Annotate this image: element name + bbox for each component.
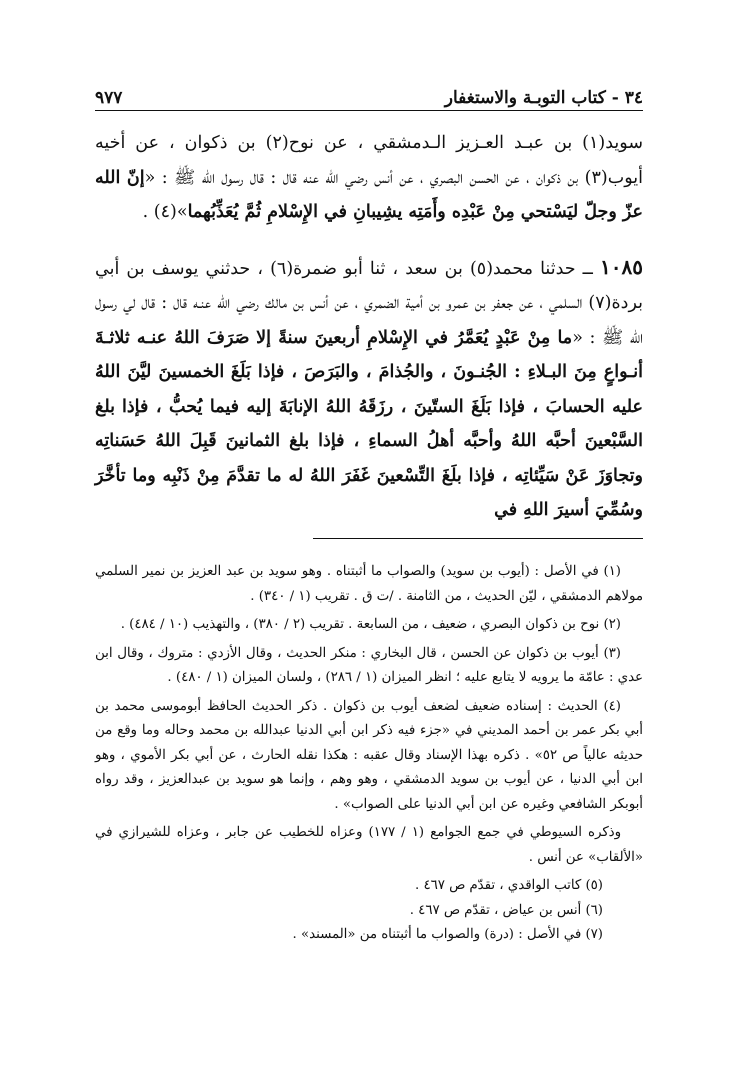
footnote-6: (٦) أنس بن عياض ، تقدّم ص ٤٦٧ . — [409, 902, 603, 918]
running-head — [95, 82, 643, 108]
footnote-2: (٢) نوح بن ذكوان البصري ، ضعيف ، من السابعة . تقريب (٢ / ٣٨٠) ، والتهذيب (١٠ / ٤٨٤) . — [120, 617, 621, 632]
hadith-number: ١٠٨٥ — [600, 254, 643, 279]
text-line: »(٤) . — [142, 202, 188, 222]
footnote-5: (٥) كاتب الواقدي ، تقدّم ص ٤٦٧ . — [414, 878, 603, 893]
main-text — [95, 126, 643, 528]
hadith-text: صَرَفَ اللهُ عنـه ثلاثـةَ أنـواعٍ مِنَ البـلاءِ : الجُنـونَ ، والجُذامَ ، والبَرَصَ ، فإذا بَلَغَ — [95, 327, 644, 382]
footnote-1: (١) في الأصل : (أيوب بن سويد) والصواب ما أثبتناه . وهو سويد بن عبد العزيز بن نمير السلمي مولاهم الدمشقي ، ليّن الحديث ، من الثامنة . /ت ق . تقريب (١ / ٣٤٠) . — [95, 564, 643, 604]
text-line: بردة(٧) السلمي ، عن جعفر بن عمرو بن أمية الضمري ، عن أنس بن مالك رضي الله — [217, 293, 643, 313]
footnote-3: (٣) أيوب بن ذكوان عن الحسن ، قال البخاري : منكر الحديث ، وقال الأزدي : متروك ، وقال ابن عدي : عامّة ما يرويه لا يتابع عليه ؛ انظر الميزان (١ / ٢٨٦) ، ولسان الميزان (١ / ٤٨٠) . — [95, 645, 643, 685]
text-line: عنـه قال : قال لي رسول الله ﷺ : « — [95, 293, 643, 348]
paragraph-gap — [95, 230, 643, 250]
header-rule — [95, 110, 643, 111]
hadith-text: الخمسينَ ليَّنَ اللهُ عليه الحسابَ ، فإذا بَلَغَ الستّينَ ، رزَقَهُ اللهُ الإنابَةَ إليه فيما يُحبُّ ، فإذا — [95, 362, 643, 417]
hadith-text: الله عزّ وجلّ ليَسْتحي مِنْ عَبْدِه وأَمَتِه يشِيبانِ في الإِسْلامِ ثُمَّ يُعَذِّبُهما — [95, 167, 643, 222]
page-number: ٩٧٧ — [95, 88, 123, 108]
hadith-text: ما مِنْ عَبْدٍ يُعَمَّرُ في الإِسْلامِ أربعينَ سنةً إلا — [256, 327, 573, 348]
footnotes — [95, 560, 643, 948]
text-line: سويد(١) بن عبـد العـزيز الـدمشقي ، عن نوح(٢) بن ذكوان ، عن أخيه أيوب(٣) بن — [95, 133, 643, 188]
footnote-4: (٤) الحديث : إسناده ضعيف لضعف أيوب بن ذكوان . ذكر الحديث الحافظ أبوموسى محمد بن أبي بكر عمر بن أحمد المديني في «جزء فيه ذكر ابن أبي الدنيا عبدالله بن محمد وحاله وما وقع من حديثه عالياً ص ٥٢» . ذكره بهذا الإسناد وقال عقبه : هكذا نقله الحارث ، عن أبي بكر الأموي ، وهو ابن أبي الدنيا ، عن أيوب بن سويد الدمشقي ، وهو وهم ، وإنما هو سويد بن عبدالعزيز ، وقد رواه أبوبكر الشافعي وغيره عن ابن أبي الدنيا على الصواب» . — [95, 698, 643, 812]
paragraph-continuation — [95, 126, 643, 230]
text-line: ذكوان ، عن الحسن البصري ، عن أنس رضي الله عنه قال : قال رسول الله ﷺ : « — [144, 167, 561, 188]
footnote-separator — [313, 538, 643, 539]
chapter-title: ٣٤ - كتاب التوبـة والاستغفار — [444, 88, 643, 108]
hadith-text: بلغ السَّبْعينَ أحبَّه اللهُ وأحبَّه أهلُ السماءِ ، فإذا بلغ الثمانينَ قَبِلَ اللهُ حَسَناتِه وتجاوَزَ عَنْ — [95, 396, 643, 486]
hadith-text: إنّ — [126, 167, 145, 188]
footnote-4-continuation: وذكره السيوطي في جمع الجوامع (١ / ١٧٧) وعزاه للخطيب عن جابر ، وعزاه للشيرازي في «الألقاب» عن أنس . — [95, 825, 643, 865]
text-line: ــ حدثنا محمد(٥) بن سعد ، ثنا أبو ضمرة(٦) ، حدثني يوسف بن أبي — [95, 258, 601, 279]
hadith-text: سَيِّئاتِه ، فإذا بلَغَ التِّسْعينَ غَفَرَ اللهُ له ما تقدَّمَ مِنْ ذَنْبِه وما تأخَّرَ وسُمِّيَ أسيرَ اللهِ في — [95, 465, 643, 520]
footnote-7: (٧) في الأصل : (درة) والصواب ما أثبتناه من «المسند» . — [292, 927, 603, 942]
hadith-paragraph — [95, 250, 643, 528]
